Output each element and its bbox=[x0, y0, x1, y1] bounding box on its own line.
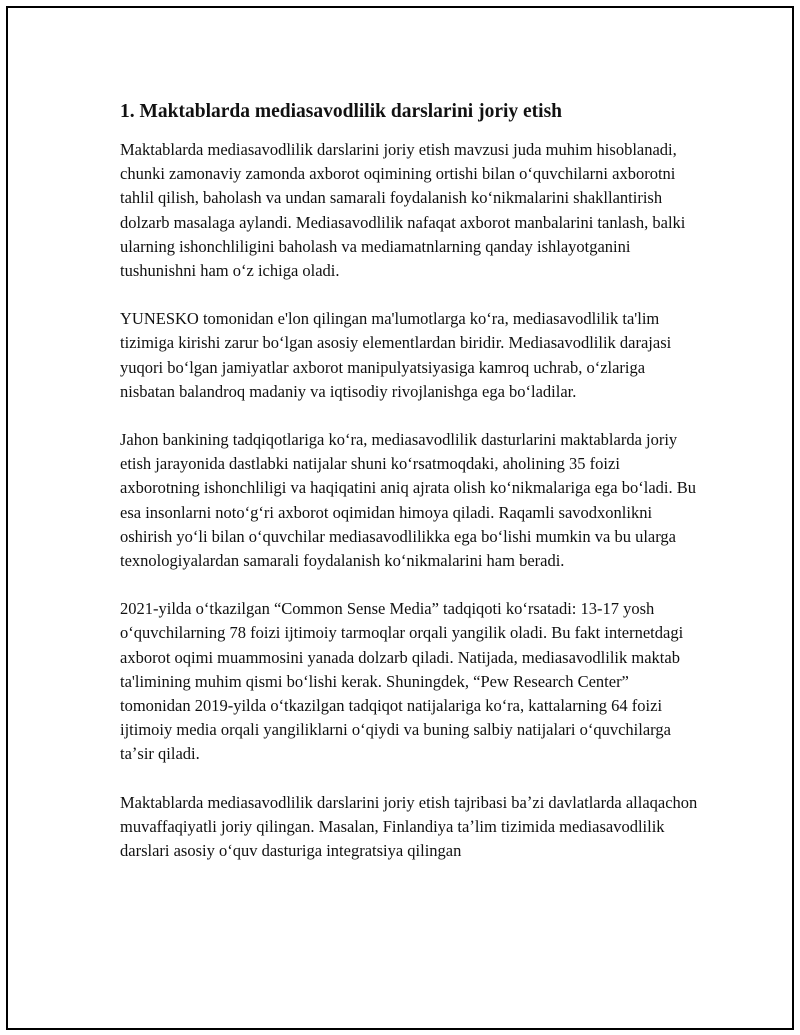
page-frame bbox=[6, 6, 794, 1030]
paragraph-2: YUNESKO tomonidan e'lon qilingan ma'lumotlarga koʻra, mediasavodlilik ta'lim tizimiga kirishi zarur boʻlgan asosiy elementlardan biridir. Mediasavodlilik darajasi yuqori boʻlgan jamiyatlar axborot manipulyatsiyasiga kamroq uchrab, oʻzlariga nisbatan balandroq madaniy va iqtisodiy rivojlanishga ega boʻladilar. bbox=[120, 309, 672, 401]
paragraph-3: Jahon bankining tadqiqotlariga koʻra, mediasavodlilik dasturlarini maktablarda joriy etish jarayonida dastlabki natijalar shuni koʻrsatmoqdaki, aholining 35 foizi axborotning ishonchliligi va haqiqatini aniq ajrata olish koʻnikmalariga ega boʻladi. Bu esa insonlarni notoʻgʻri axborot oqimidan himoya qiladi. Raqamli savodxonlikni oshirish yoʻli bilan oʻquvchilar mediasavodlilikka ega boʻlishi mumkin va bu ularga texnologiyalardan samarali foydalanish koʻnikmalarini ham beradi. bbox=[120, 430, 696, 571]
paragraph-4: 2021-yilda oʻtkazilgan “Common Sense Media” tadqiqoti koʻrsatadi: 13-17 yosh oʻquvchilarning 78 foizi ijtimoiy tarmoqlar orqali yangilik oladi. Bu fakt internetdagi axborot oqimi muammosini yanada dolzarb qiladi. Natijada, mediasavodlilik maktab ta'limining muhim qismi boʻlishi kerak. Shuningdek, “Pew Research Center” tomonidan 2019-yilda oʻtkazilgan tadqiqot natijalariga koʻra, kattalarning 64 foizi ijtimoiy media orqali yangiliklarni oʻqiydi va buning salbiy natijalari oʻquvchilarga taʼsir qiladi. bbox=[120, 599, 684, 764]
document-body bbox=[120, 100, 700, 887]
paragraph-5: Maktablarda mediasavodlilik darslarini joriy etish tajribasi baʼzi davlatlarda allaqachon muvaffaqiyatli joriy qilingan. Masalan, Finlandiya taʼlim tizimida mediasavodlilik darslari asosiy oʻquv dasturiga integratsiya qilingan bbox=[120, 792, 698, 861]
section-heading: 1. Maktablarda mediasavodlilik darslarini joriy etish bbox=[120, 101, 563, 122]
paragraph-1: Maktablarda mediasavodlilik darslarini joriy etish mavzusi juda muhim hisoblanadi, chunki zamonaviy zamonda axborot oqimining ortishi bilan oʻquvchilarni axborotni tahlil qilish, baholash va undan samarali foydalanish koʻnikmalarini shakllantirish dolzarb masalaga aylandi. Mediasavodlilik nafaqat axborot manbalarini tanlash, balki ularning ishonchliligini baholash va mediamatnlarning qanday ishlayotganini tushunishni ham oʻz ichiga oladi. bbox=[120, 140, 686, 281]
